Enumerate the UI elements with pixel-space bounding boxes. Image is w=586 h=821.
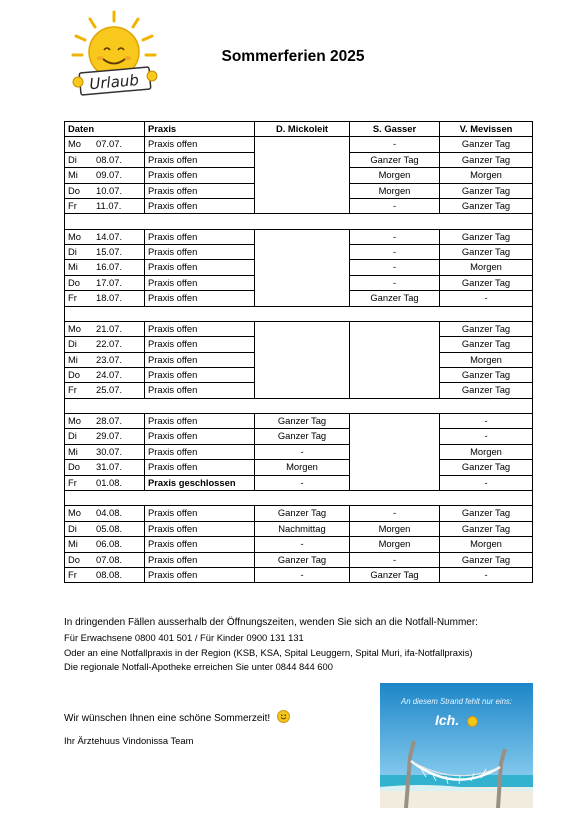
praxis-status: Praxis offen [145, 337, 255, 352]
date-cell [65, 199, 145, 214]
table-row [65, 552, 533, 567]
praxis-status: Praxis offen [145, 260, 255, 275]
praxis-status: Praxis offen [145, 275, 255, 290]
mevissen-cell: Ganzer Tag [440, 521, 533, 536]
week-separator-row [65, 491, 533, 506]
date: 22.07. [96, 338, 123, 350]
date: 04.08. [96, 507, 123, 519]
mevissen-cell: Ganzer Tag [440, 199, 533, 214]
date-cell [65, 337, 145, 352]
praxis-status: Praxis offen [145, 183, 255, 198]
date-cell [65, 183, 145, 198]
mevissen-cell: - [440, 429, 533, 444]
mickoleit-cell: Ganzer Tag [255, 552, 350, 567]
date: 08.07. [96, 153, 123, 165]
page-title: Sommerferien 2025 [221, 48, 365, 65]
date: 21.07. [96, 322, 123, 334]
mickoleit-cell: Ganzer Tag [255, 414, 350, 429]
praxis-status: Praxis offen [145, 383, 255, 398]
weekday: Do [68, 553, 80, 565]
weekday: Mi [68, 445, 78, 457]
mevissen-cell: - [440, 567, 533, 582]
week-separator [65, 306, 533, 321]
table-row [65, 429, 533, 444]
praxis-status: Praxis offen [145, 321, 255, 336]
photo-caption: An diesem Strand fehlt nur eins: [401, 697, 512, 706]
mevissen-cell: Morgen [440, 260, 533, 275]
mevissen-cell: Ganzer Tag [440, 368, 533, 383]
week-separator-row [65, 306, 533, 321]
weekday: Di [68, 153, 77, 165]
date: 25.07. [96, 384, 123, 396]
weekday: Mo [68, 138, 82, 150]
mickoleit-cell: - [255, 567, 350, 582]
table-row [65, 137, 533, 152]
gasser-cell: - [350, 552, 440, 567]
emergency-intro: In dringenden Fällen ausserhalb der Öffnungszeiten, wenden Sie sich an die Notfall-Nummer: [64, 617, 478, 628]
gasser-cell: Ganzer Tag [350, 291, 440, 306]
smiley-icon [277, 710, 290, 723]
gasser-cell: - [350, 137, 440, 152]
mevissen-cell: Ganzer Tag [440, 275, 533, 290]
praxis-status: Praxis offen [145, 168, 255, 183]
date: 10.07. [96, 184, 123, 196]
header-mickoleit: D. Mickoleit [255, 122, 350, 137]
weekday: Di [68, 522, 77, 534]
date: 06.08. [96, 538, 123, 550]
weekday: Mo [68, 322, 82, 334]
praxis-status: Praxis offen [145, 567, 255, 582]
date: 01.08. [96, 476, 123, 488]
weekday: Fr [68, 568, 77, 580]
header-daten: Daten [65, 122, 145, 137]
gasser-cell: - [350, 245, 440, 260]
date: 24.07. [96, 369, 123, 381]
table-row [65, 321, 533, 336]
table-row [65, 460, 533, 475]
beach-photo [380, 683, 533, 808]
table-row [65, 444, 533, 459]
gasser-cell: - [350, 275, 440, 290]
praxis-status: Praxis offen [145, 429, 255, 444]
praxis-status: Praxis offen [145, 521, 255, 536]
date-cell [65, 475, 145, 490]
praxis-status: Praxis offen [145, 460, 255, 475]
date: 23.07. [96, 353, 123, 365]
mevissen-cell: Ganzer Tag [440, 506, 533, 521]
date-cell [65, 352, 145, 367]
date-cell [65, 168, 145, 183]
week-separator [65, 214, 533, 229]
praxis-status: Praxis offen [145, 199, 255, 214]
date-cell [65, 552, 145, 567]
date-cell [65, 521, 145, 536]
date: 14.07. [96, 230, 123, 242]
header-mevissen: V. Mevissen [440, 122, 533, 137]
praxis-status: Praxis offen [145, 506, 255, 521]
date-cell [65, 291, 145, 306]
gasser-cell: Morgen [350, 521, 440, 536]
gasser-cell [350, 321, 440, 398]
week-separator [65, 491, 533, 506]
weekday: Di [68, 246, 77, 258]
mevissen-cell: Ganzer Tag [440, 229, 533, 244]
praxis-status: Praxis offen [145, 137, 255, 152]
praxis-status: Praxis offen [145, 537, 255, 552]
team-signature: Ihr Ärztehuus Vindonissa Team [64, 735, 194, 746]
mickoleit-cell: - [255, 475, 350, 490]
date: 07.08. [96, 553, 123, 565]
date: 30.07. [96, 445, 123, 457]
mickoleit-cell [255, 137, 350, 214]
weekday: Mi [68, 261, 78, 273]
date: 17.07. [96, 276, 123, 288]
date-cell [65, 245, 145, 260]
emergency-numbers: Für Erwachsene 0800 401 501 / Für Kinder 0900 131 131 [64, 632, 304, 644]
mickoleit-cell: Ganzer Tag [255, 429, 350, 444]
date-cell [65, 260, 145, 275]
date-cell [65, 137, 145, 152]
praxis-status: Praxis offen [145, 444, 255, 459]
praxis-status: Praxis offen [145, 229, 255, 244]
gasser-cell: - [350, 199, 440, 214]
mevissen-cell: - [440, 291, 533, 306]
mickoleit-cell: Morgen [255, 460, 350, 475]
weekday: Do [68, 184, 80, 196]
gasser-cell: Morgen [350, 183, 440, 198]
gasser-cell: - [350, 229, 440, 244]
emergency-info [64, 616, 478, 675]
mevissen-cell: Morgen [440, 352, 533, 367]
photo-headline-text: Ich. [434, 712, 460, 728]
table-row [65, 567, 533, 582]
date: 07.07. [96, 138, 123, 150]
date: 11.07. [96, 200, 122, 212]
praxis-status: Praxis geschlossen [145, 475, 255, 490]
gasser-cell: Ganzer Tag [350, 152, 440, 167]
mickoleit-cell [255, 321, 350, 398]
weekday: Mi [68, 353, 78, 365]
mevissen-cell: Morgen [440, 168, 533, 183]
date-cell [65, 429, 145, 444]
week-separator-row [65, 214, 533, 229]
weekday: Fr [68, 292, 77, 304]
header-praxis: Praxis [145, 122, 255, 137]
week-separator [65, 398, 533, 413]
date-cell [65, 152, 145, 167]
weekday: Do [68, 461, 80, 473]
date-cell [65, 444, 145, 459]
date: 09.07. [96, 169, 123, 181]
gasser-cell: Morgen [350, 537, 440, 552]
mickoleit-cell: - [255, 444, 350, 459]
praxis-status: Praxis offen [145, 152, 255, 167]
week-separator-row [65, 398, 533, 413]
date: 15.07. [96, 246, 123, 258]
mevissen-cell: Ganzer Tag [440, 552, 533, 567]
gasser-cell [350, 414, 440, 491]
table-row [65, 506, 533, 521]
greeting-line [64, 710, 290, 724]
table-header-row [65, 122, 533, 137]
gasser-cell: - [350, 506, 440, 521]
gasser-cell: Morgen [350, 168, 440, 183]
table-row [65, 414, 533, 429]
weekday: Do [68, 276, 80, 288]
smiley-icon [467, 716, 478, 727]
date-cell [65, 368, 145, 383]
weekday: Fr [68, 384, 77, 396]
weekday: Mo [68, 415, 82, 427]
table-row [65, 475, 533, 490]
praxis-status: Praxis offen [145, 414, 255, 429]
date-cell [65, 414, 145, 429]
logo-text: Urlaub [88, 70, 140, 94]
emergency-pharmacy: Die regionale Notfall-Apotheke erreichen Sie unter 0844 844 600 [64, 661, 333, 673]
mickoleit-cell: Nachmittag [255, 521, 350, 536]
mevissen-cell: Morgen [440, 444, 533, 459]
date: 05.08. [96, 522, 123, 534]
photo-headline [380, 712, 533, 728]
weekday: Mo [68, 230, 82, 242]
mevissen-cell: Ganzer Tag [440, 183, 533, 198]
weekday: Mi [68, 169, 78, 181]
date-cell [65, 506, 145, 521]
weekday: Mi [68, 538, 78, 550]
date: 29.07. [96, 430, 123, 442]
greeting-text: Wir wünschen Ihnen eine schöne Sommerzeit! [64, 713, 271, 724]
weekday: Di [68, 430, 77, 442]
date-cell [65, 537, 145, 552]
date: 16.07. [96, 261, 123, 273]
vacation-schedule-table [64, 121, 533, 583]
table-row [65, 521, 533, 536]
mickoleit-cell: Ganzer Tag [255, 506, 350, 521]
mevissen-cell: - [440, 414, 533, 429]
weekday: Di [68, 338, 77, 350]
weekday: Fr [68, 200, 77, 212]
mevissen-cell: Ganzer Tag [440, 137, 533, 152]
date-cell [65, 460, 145, 475]
mevissen-cell: Ganzer Tag [440, 460, 533, 475]
table-row [65, 229, 533, 244]
header-gasser: S. Gasser [350, 122, 440, 137]
weekday: Mo [68, 507, 82, 519]
emergency-practices: Oder an eine Notfallpraxis in der Region (KSB, KSA, Spital Leuggern, Spital Muri, ifa-Notfallpraxis) [64, 646, 473, 658]
table-row [65, 537, 533, 552]
date: 28.07. [96, 415, 123, 427]
mevissen-cell: Ganzer Tag [440, 337, 533, 352]
mickoleit-cell: - [255, 537, 350, 552]
table-body [65, 137, 533, 583]
date-cell [65, 567, 145, 582]
date-cell [65, 229, 145, 244]
praxis-status: Praxis offen [145, 245, 255, 260]
praxis-status: Praxis offen [145, 552, 255, 567]
praxis-status: Praxis offen [145, 291, 255, 306]
mevissen-cell: Ganzer Tag [440, 245, 533, 260]
date-cell [65, 321, 145, 336]
mevissen-cell: Ganzer Tag [440, 321, 533, 336]
date: 18.07. [96, 292, 123, 304]
mickoleit-cell [255, 229, 350, 306]
praxis-status: Praxis offen [145, 352, 255, 367]
mevissen-cell: Ganzer Tag [440, 152, 533, 167]
gasser-cell: Ganzer Tag [350, 567, 440, 582]
praxis-status: Praxis offen [145, 368, 255, 383]
date-cell [65, 275, 145, 290]
weekday: Do [68, 369, 80, 381]
mevissen-cell: Morgen [440, 537, 533, 552]
date-cell [65, 383, 145, 398]
gasser-cell: - [350, 260, 440, 275]
mevissen-cell: - [440, 475, 533, 490]
weekday: Fr [68, 476, 77, 488]
mevissen-cell: Ganzer Tag [440, 383, 533, 398]
date: 31.07. [96, 461, 123, 473]
date: 08.08. [96, 568, 123, 580]
